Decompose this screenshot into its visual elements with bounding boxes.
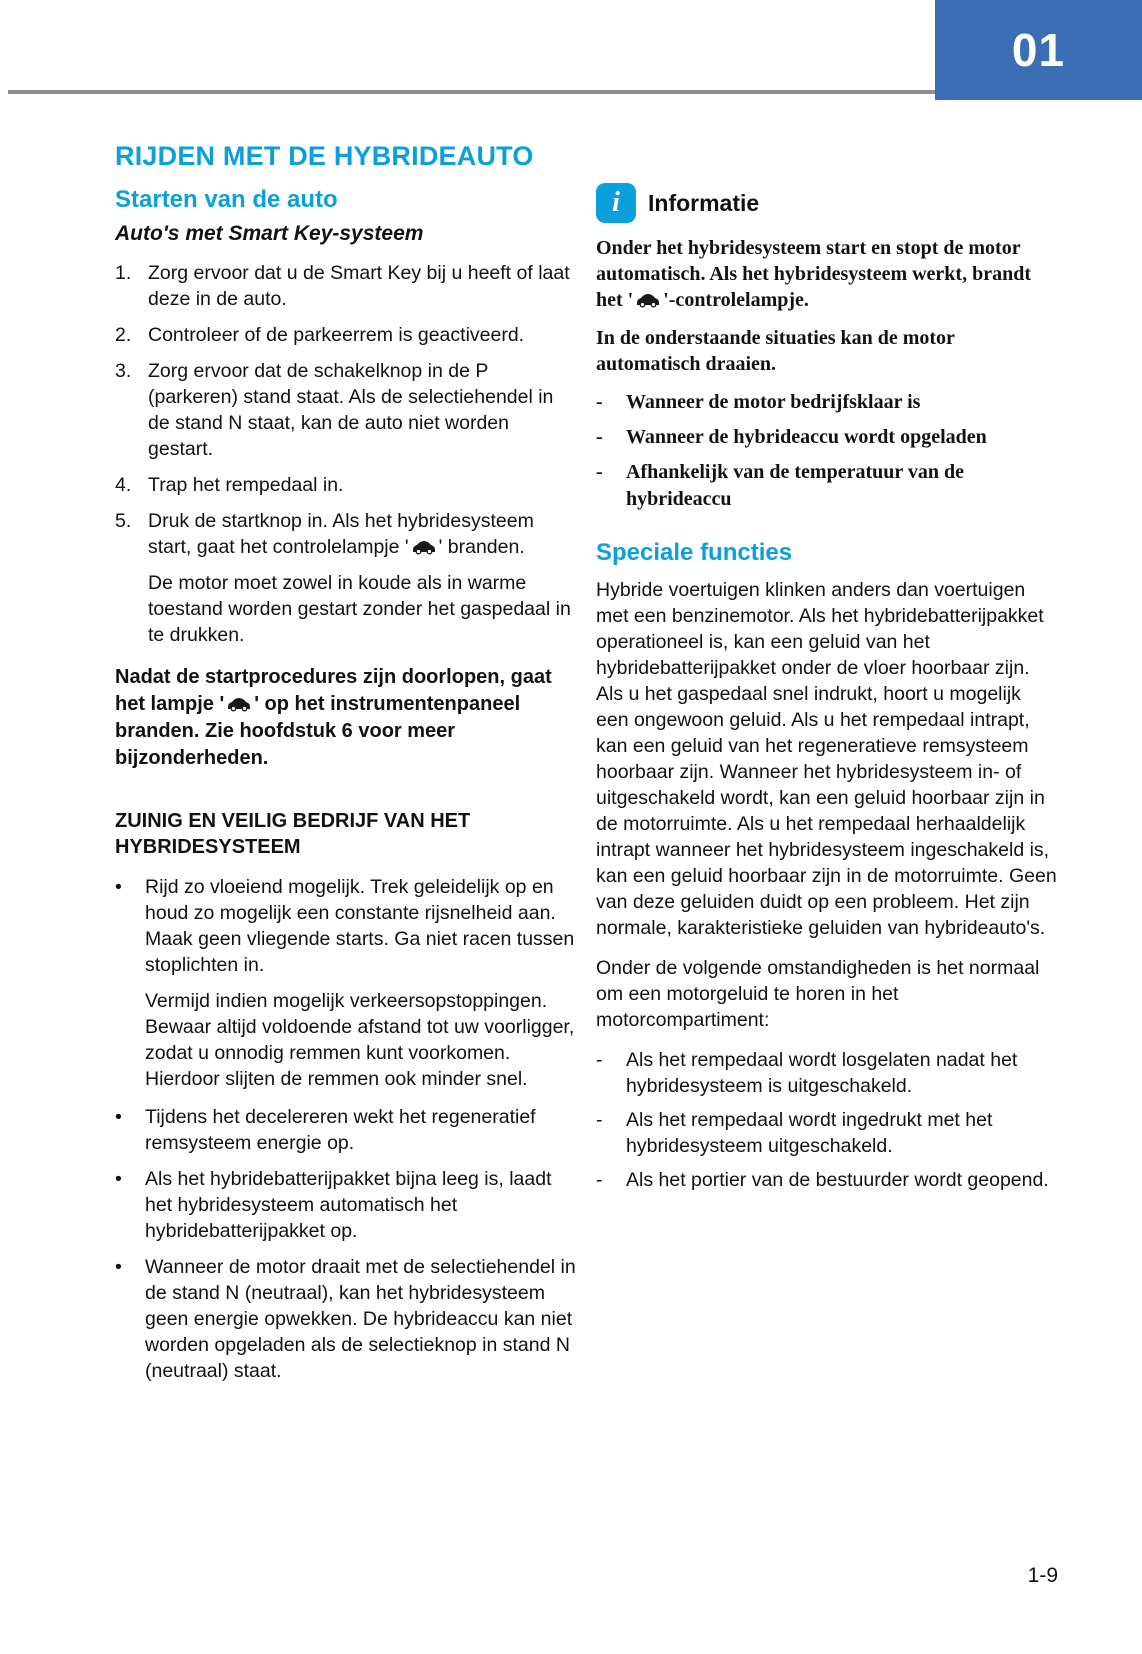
info-paragraph-1 [596,235,1058,313]
bullet-marker: • [115,1106,122,1128]
info-para1-before-icon: Onder het hybridesysteem start en stopt de motor automatisch. Als het hybridesysteem werkt, brandt het ' [596,237,1031,311]
step-item-5 [115,508,577,560]
step-text: Zorg ervoor dat de schakelknop in de P (parkeren) stand staat. Als de selectiehendel in de stand N staat, kan de auto niet worden gestart. [148,360,554,460]
chapter-number: 01 [1011,24,1066,76]
info-para1-after-icon: '-controlelampje. [663,289,809,311]
hybrid-ready-indicator-icon [226,697,252,712]
list-item-text: Als het portier van de bestuurder wordt geopend. [626,1169,1049,1191]
info-icon: i [596,183,636,223]
info-list-item-2 [596,424,1058,451]
list-item-text: Wanneer de motor bedrijfsklaar is [626,391,921,413]
special-paragraph-2: Onder de volgende omstandigheden is het normaal om een motorgeluid te horen in het motorcompartiment: [596,957,1040,1031]
step-text [148,508,577,560]
section-heading-speciale-functies: Speciale functies [596,539,793,566]
dash-marker: - [596,1169,603,1191]
page-title: RIJDEN MET DE HYBRIDEAUTO [115,141,534,171]
step-item-4 [115,472,577,498]
bullet-item-3 [115,1166,577,1244]
list-item-text: Wanneer de hybrideaccu wordt opgeladen [626,426,987,448]
info-paragraph-2: In de onderstaande situaties kan de motor automatisch draaien. [596,327,955,375]
info-list-item-3 [596,459,1058,513]
bold-note-before-icon: Nadat de startprocedures zijn doorlopen, gaat het lampje ' [115,666,552,715]
step-text: Zorg ervoor dat u de Smart Key bij u heeft of laat deze in de auto. [148,262,570,310]
dash-marker: - [596,1109,603,1131]
hybrid-ready-indicator-icon [635,293,661,308]
step-text-after-icon: ' branden. [438,536,525,558]
bullet-text: Tijdens het decelereren wekt het regeneratief remsysteem energie op. [145,1106,536,1154]
dash-marker: - [596,461,603,483]
bullet-marker: • [115,1168,122,1190]
step-number: 5. [115,510,132,532]
startup-bold-note [115,664,577,772]
list-item-text: Afhankelijk van de temperatuur van de hybrideaccu [626,461,964,510]
special-list-item-2 [596,1107,1058,1159]
dash-marker: - [596,426,603,448]
chapter-tab [935,0,1142,100]
step-text: Trap het rempedaal in. [148,474,344,496]
step-text: Controleer of de parkeerrem is geactiveerd. [148,324,525,346]
step-number: 4. [115,474,132,496]
step-5-note: De motor moet zowel in koude als in warme toestand worden gestart zonder het gaspedaal in te drukken. [148,572,571,646]
bold-note-after-icon: ' op het instrumentenpaneel branden. Zie hoofdstuk 6 voor meer bijzonderheden. [115,693,521,769]
bullet-text: Als het hybridebatterijpakket bijna leeg is, laadt het hybridesysteem automatisch het hybridebatterijpakket op. [145,1168,552,1242]
step-item-1 [115,260,577,312]
bullet-item-1 [115,874,577,978]
special-paragraph-1: Hybride voertuigen klinken anders dan voertuigen met een benzinemotor. Als het hybridebatterijpakket operationeel is, kan een geluid van het hybridebatterijpakket onder de vloer hoorbaar zijn. Als u het gaspedaal snel indrukt, hoort u mogelijk een ongewoon geluid. Als u het rempedaal intrapt, kan een geluid van het regeneratieve remsysteem hoorbaar zijn. Wanneer het hybridesysteem in- of uitgeschakeld wordt, kan een geluid hoorbaar zijn in de motorruimte. Als u het rempedaal herhaaldelijk intrapt wanneer het hybridesysteem ingeschakeld is, kan een geluid hoorbaar zijn in de motorruimte. Geen van deze geluiden duidt op een probleem. Het zijn normale, karakteristieke geluiden van hybrideauto's. [596,579,1057,939]
step-number: 1. [115,262,132,284]
page-number: 1-9 [1027,1564,1058,1587]
section-heading-starten: Starten van de auto [115,186,338,213]
list-item-text: Als het rempedaal wordt losgelaten nadat het hybridesysteem is uitgeschakeld. [626,1049,1018,1097]
info-header [596,183,1058,223]
dash-marker: - [596,1049,603,1071]
dash-marker: - [596,391,603,413]
info-list-item-1 [596,389,1058,416]
subsection-heading-zuinig: ZUINIG EN VEILIG BEDRIJF VAN HET HYBRIDESYSTEEM [115,810,471,858]
left-column [115,141,577,1394]
list-item-text: Als het rempedaal wordt ingedrukt met het hybridesysteem uitgeschakeld. [626,1109,993,1157]
bullet-1-extra-paragraph: Vermijd indien mogelijk verkeersopstoppingen. Bewaar altijd voldoende afstand tot uw voorligger, zodat u onnodig remmen kunt voorkomen. Hierdoor slijten de remmen ook minder snel. [145,990,575,1090]
special-list-item-1 [596,1047,1058,1099]
bullet-marker: • [115,876,122,898]
bullet-item-4 [115,1254,577,1384]
bullet-marker: • [115,1256,122,1278]
step-number: 3. [115,360,132,382]
info-heading: Informatie [648,189,760,216]
bullet-text: Wanneer de motor draait met de selectiehendel in de stand N (neutraal), kan het hybridesysteem geen energie opwekken. De hybrideaccu kan niet worden opgeladen als de selectieknop in stand N (neutraal) staat. [145,1256,576,1382]
hybrid-ready-indicator-icon [411,540,437,555]
special-list-item-3 [596,1167,1058,1193]
step-item-3 [115,358,577,462]
right-column [596,183,1058,1201]
step-item-2 [115,322,577,348]
step-number: 2. [115,324,132,346]
bullet-text: Rijd zo vloeiend mogelijk. Trek geleidelijk op en houd zo mogelijk een constante rijsnelheid aan. Maak geen vliegende starts. Ga niet racen tussen stoplichten in. [145,876,575,976]
step-text-before-icon: Druk de startknop in. Als het hybridesysteem start, gaat het controlelampje ' [148,510,534,558]
subsection-heading-smart-key: Auto's met Smart Key-systeem [115,222,424,245]
bullet-item-2 [115,1104,577,1156]
